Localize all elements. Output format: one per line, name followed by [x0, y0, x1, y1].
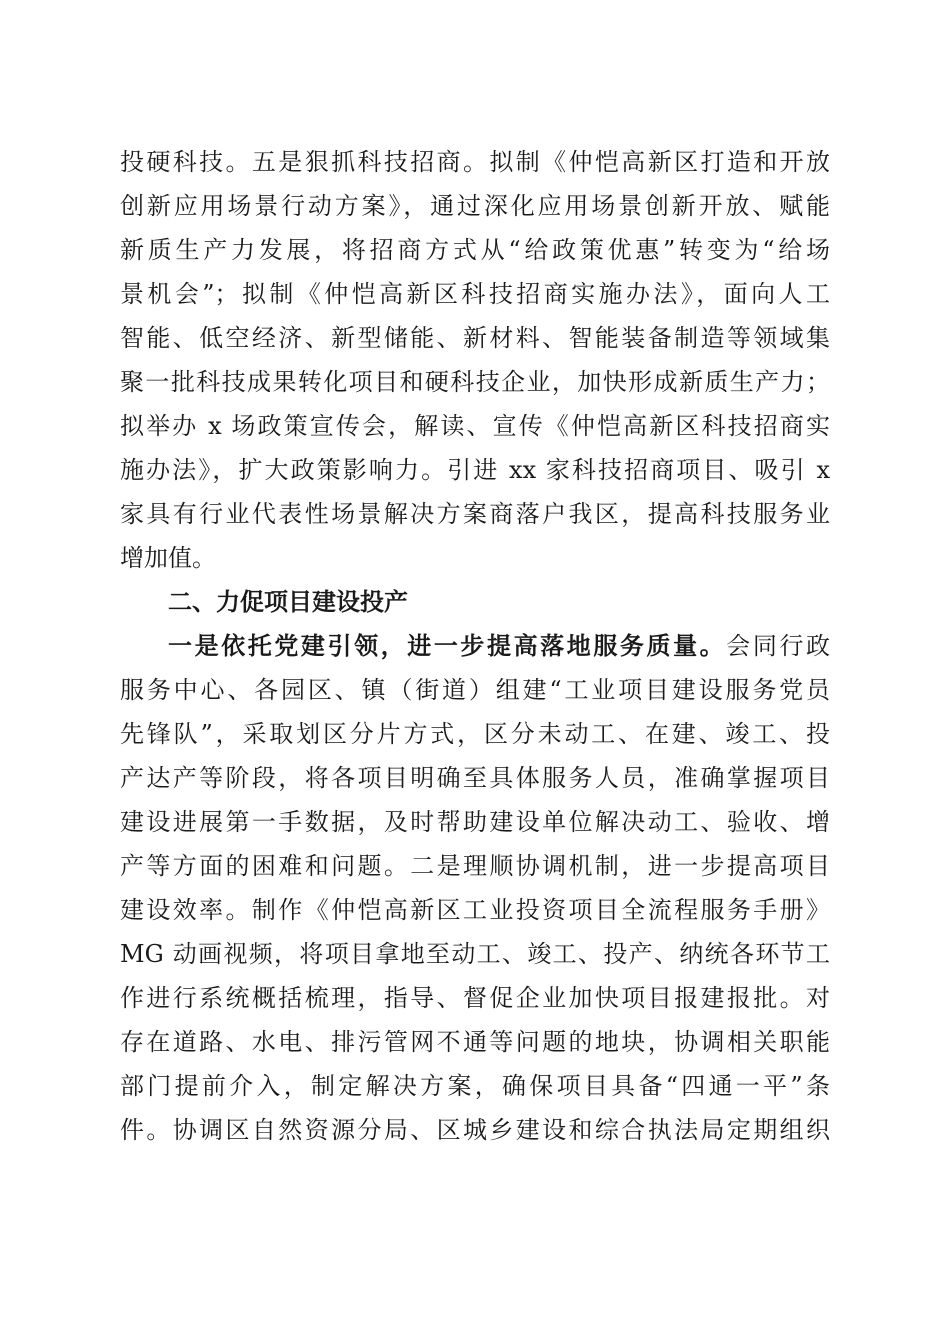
text-line: 建设效率。制作《仲恺高新区工业投资项目全流程服务手册》: [120, 896, 830, 924]
text-line: 服务中心、各园区、镇（街道）组建“工业项目建设服务党员: [120, 676, 830, 704]
text-line: 产达产等阶段，将各项目明确至具体服务人员，准确掌握项目: [120, 764, 830, 792]
bold-lead-sentence: 一是依托党建引领，进一步提高落地服务质量。: [168, 631, 727, 660]
text-line: 智能、低空经济、新型储能、新材料、智能装备制造等领域集: [120, 324, 830, 352]
text-line: 投硬科技。五是狠抓科技招商。拟制《仲恺高新区打造和开放: [120, 148, 830, 176]
text-line-first: [120, 624, 830, 668]
text-line: 建设进展第一手数据，及时帮助建设单位解决动工、验收、增: [120, 808, 830, 836]
text-line: 新质生产力发展，将招商方式从“给政策优惠”转变为“给场: [120, 236, 830, 264]
text-line: 景机会”；拟制《仲恺高新区科技招商实施办法》，面向人工: [120, 280, 830, 308]
text-line: 先锋队”，采取划区分片方式，区分未动工、在建、竣工、投: [120, 720, 830, 748]
text-line: 创新应用场景行动方案》，通过深化应用场景创新开放、赋能: [120, 192, 830, 220]
text-line: 存在道路、水电、排污管网不通等问题的地块，协调相关职能: [120, 1028, 830, 1056]
text-line: 部门提前介入，制定解决方案，确保项目具备“四通一平”条: [120, 1072, 830, 1100]
text-line: 作进行系统概括梳理，指导、督促企业加快项目报建报批。对: [120, 984, 830, 1012]
text-line: MG 动画视频，将项目拿地至动工、竣工、投产、纳统各环节工: [120, 940, 830, 968]
text-line: 件。协调区自然资源分局、区城乡建设和综合执法局定期组织: [120, 1116, 830, 1144]
paragraph-five-tech-investment: [120, 140, 830, 580]
text-line: 聚一批科技成果转化项目和硬科技企业，加快形成新质生产力；: [120, 368, 830, 396]
section-heading: 二、力促项目建设投产: [168, 588, 408, 616]
text-line: 产等方面的困难和问题。二是理顺协调机制，进一步提高项目: [120, 852, 830, 880]
text-line: 拟举办 x 场政策宣传会，解读、宣传《仲恺高新区科技招商实: [120, 412, 830, 440]
text-line: 家具有行业代表性场景解决方案商落户我区，提高科技服务业: [120, 500, 830, 528]
section-two: [120, 580, 830, 1152]
lead-sentence-rest: 会同行政: [726, 632, 830, 660]
text-line: 施办法》，扩大政策影响力。引进 xx 家科技招商项目、吸引 x: [120, 456, 830, 484]
text-line: 增加值。: [120, 544, 216, 572]
